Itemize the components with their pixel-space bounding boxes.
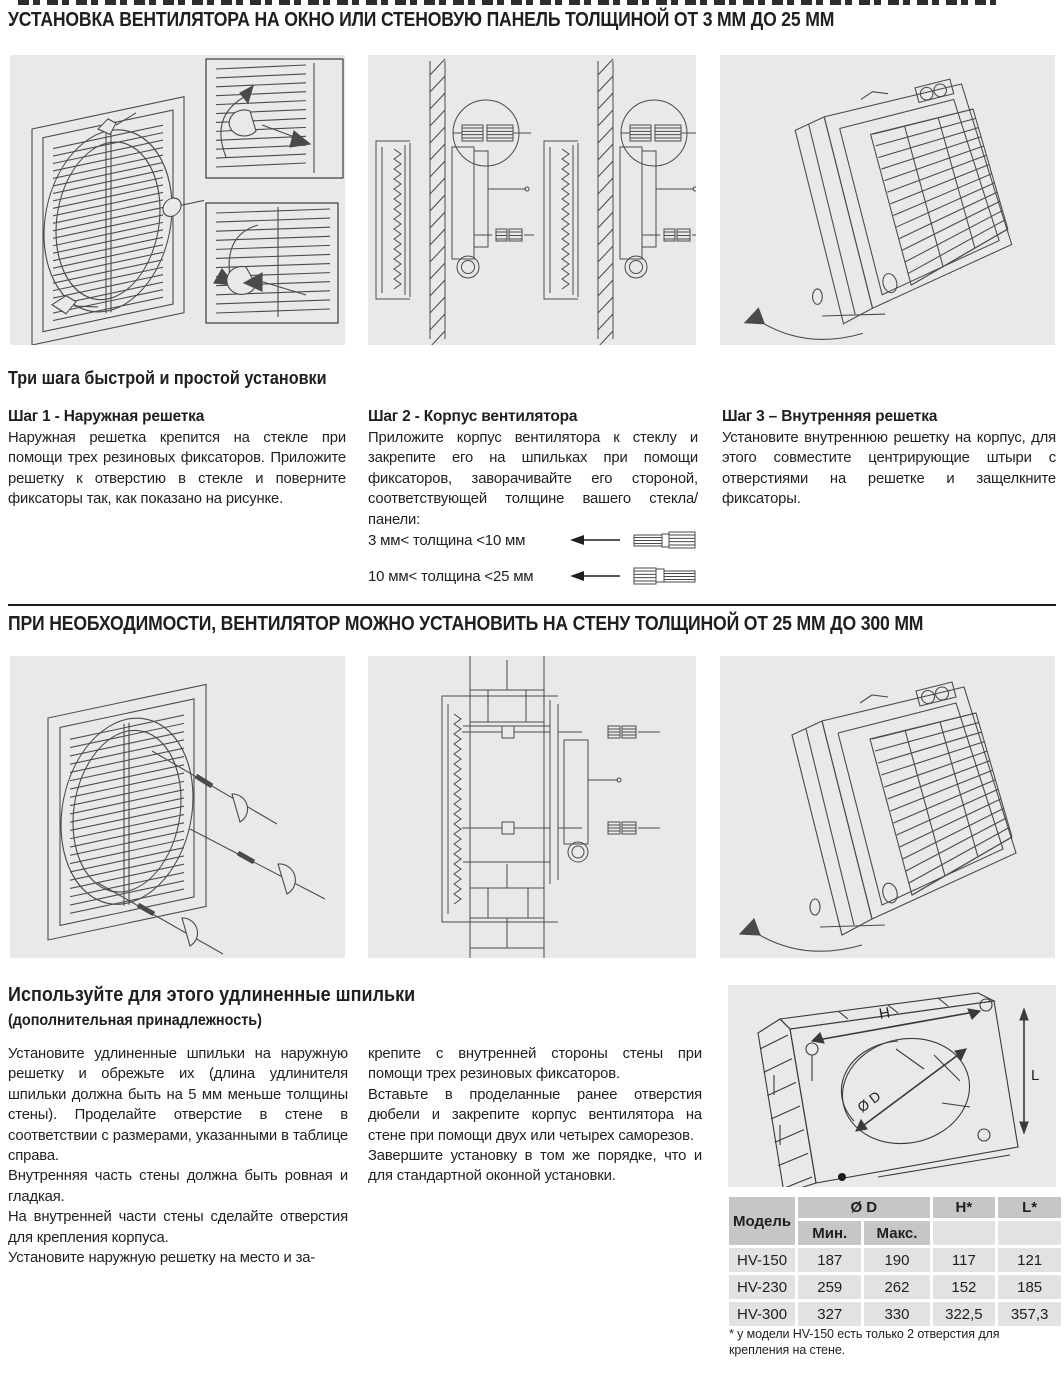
step3-heading: Шаг 3 – Внутренняя решетка bbox=[722, 408, 938, 425]
paragraph: Завершите установку в том же порядке, что и для стандартной оконной установки. bbox=[368, 1148, 702, 1185]
illustration-wall-cross-section bbox=[368, 656, 696, 958]
empty-cell bbox=[998, 1221, 1061, 1245]
illustration-cross-sections bbox=[368, 55, 696, 345]
section1-title: УСТАНОВКА ВЕНТИЛЯТОРА НА ОКНО ИЛИ СТЕНОВУЮ ПАНЕЛЬ ТОЛЩИНОЙ ОТ 3 ММ ДО 25 ММ bbox=[8, 9, 835, 31]
step2-heading: Шаг 2 - Корпус вентилятора bbox=[368, 408, 578, 425]
model-cell: HV-230 bbox=[729, 1275, 795, 1299]
table-row bbox=[729, 1275, 1061, 1299]
illustration-wall-dimensions bbox=[728, 985, 1056, 1187]
paragraph: Установите удлиненные шпильки на наружную решетку и обрежьте их (длина удлинителя шпильки должна быть на 5 мм меньше толщины стены). Проделайте отверстие в стене в соответствии с размерами, указанными в таблице справа. bbox=[8, 1046, 348, 1165]
thickness-label-2: 10 мм< толщина <25 мм bbox=[368, 567, 534, 585]
value-cell: 322,5 bbox=[933, 1302, 996, 1326]
mounting-hole bbox=[978, 1129, 990, 1141]
step2-block bbox=[368, 408, 698, 530]
col-h-header: H* bbox=[933, 1197, 996, 1218]
thickness-option-1 bbox=[368, 527, 698, 553]
section2-subtitle: Используйте для этого удлиненные шпильки bbox=[8, 984, 416, 1006]
fan-perspective-drawing bbox=[720, 55, 1055, 345]
fan-perspective-drawing-2 bbox=[720, 656, 1055, 958]
step1-heading: Шаг 1 - Наружная решетка bbox=[8, 408, 205, 425]
value-cell: 117 bbox=[933, 1248, 996, 1272]
illustration-fan-on-wall bbox=[720, 656, 1055, 958]
value-cell: 357,3 bbox=[998, 1302, 1061, 1326]
dimension-H bbox=[812, 1004, 980, 1043]
svg-text:H: H bbox=[877, 1004, 892, 1023]
fixator-top bbox=[98, 117, 116, 137]
col-l-header: L* bbox=[998, 1197, 1061, 1218]
fixator-icon-thin bbox=[632, 528, 698, 552]
step2-body: Приложите корпус вентилятора к стеклу и закрепите его на шпильках при помощи фиксаторов, заворачивайте его стороной, соответствующей толщине вашего стекла/панели: bbox=[368, 430, 698, 528]
cross-section-half bbox=[544, 59, 696, 345]
paragraph: Установите наружную решетку на место и за- bbox=[8, 1250, 316, 1267]
svg-text:L: L bbox=[1031, 1067, 1040, 1084]
value-cell: 187 bbox=[798, 1248, 861, 1272]
value-cell: 327 bbox=[798, 1302, 861, 1326]
model-cell: HV-300 bbox=[729, 1302, 795, 1326]
col-d-min-header: Мин. bbox=[798, 1221, 861, 1245]
step1-body: Наружная решетка крепится на стекле при помощи трех резиновых фиксаторов. Приложите решетку к отверстию в стекле и поверните фиксаторы так, как показано на рисунке. bbox=[8, 430, 346, 508]
illustration-fan-body bbox=[720, 55, 1055, 345]
grille-front bbox=[32, 92, 204, 345]
mounting-hole bbox=[980, 999, 992, 1011]
thickness-label-1: 3 мм< толщина <10 мм bbox=[368, 531, 526, 549]
dimension-D bbox=[854, 1049, 966, 1131]
paragraph: крепите с внутренней стороны стены при помощи трех резиновых фиксаторов. bbox=[368, 1046, 702, 1083]
dimension-diagram bbox=[728, 985, 1056, 1187]
step3-body: Установите внутреннюю решетку на корпус, для этого совместите центрирующие штыри с отверстиями на решетке и защелкните фиксаторы. bbox=[722, 430, 1056, 508]
value-cell: 185 bbox=[998, 1275, 1061, 1299]
dimensions-table bbox=[726, 1194, 1064, 1329]
outer-grille-drawing bbox=[10, 55, 345, 345]
value-cell: 152 bbox=[933, 1275, 996, 1299]
step1-block bbox=[8, 408, 346, 510]
model-cell: HV-150 bbox=[729, 1248, 795, 1272]
value-cell: 330 bbox=[864, 1302, 929, 1326]
dimension-L bbox=[1020, 1009, 1039, 1133]
value-cell: 190 bbox=[864, 1248, 929, 1272]
value-cell: 121 bbox=[998, 1248, 1061, 1272]
step3-block bbox=[722, 408, 1056, 510]
value-cell: 262 bbox=[864, 1275, 929, 1299]
col-model-header: Модель bbox=[729, 1197, 795, 1245]
table-row bbox=[729, 1248, 1061, 1272]
section2-right-column bbox=[368, 1044, 702, 1187]
cross-section-half bbox=[376, 59, 534, 345]
svg-text:Ø D: Ø D bbox=[854, 1087, 884, 1116]
illustration-grille-long-pins bbox=[10, 656, 345, 958]
illustration-outer-grille-fixators bbox=[10, 55, 345, 345]
section2-left-column bbox=[8, 1044, 348, 1268]
paragraph: Вставьте в проделанные ранее отверстия дюбели и закрепите корпус вентилятора на стене при помощи двух или четырех саморезов. bbox=[368, 1086, 702, 1144]
detail-inset-bottom bbox=[206, 203, 338, 323]
snap-arrow-icon bbox=[750, 929, 862, 951]
section2-title: ПРИ НЕОБХОДИМОСТИ, ВЕНТИЛЯТОР МОЖНО УСТАНОВИТЬ НА СТЕНУ ТОЛЩИНОЙ ОТ 25 ММ ДО 300 ММ bbox=[8, 613, 924, 635]
cropped-text-strip bbox=[18, 0, 996, 5]
section-divider bbox=[8, 604, 1056, 606]
col-d-max-header: Макс. bbox=[864, 1221, 929, 1245]
table-row bbox=[729, 1302, 1061, 1326]
left-arrow-icon bbox=[568, 570, 622, 582]
left-arrow-icon bbox=[568, 534, 622, 546]
thickness-option-2 bbox=[368, 563, 698, 589]
mounting-hole bbox=[806, 1043, 818, 1055]
table-footnote: * у модели HV-150 есть только 2 отверстия для крепления на стене. bbox=[729, 1327, 1000, 1358]
extension-pins bbox=[98, 751, 325, 954]
brick-wall-drawing bbox=[368, 656, 696, 958]
value-cell: 259 bbox=[798, 1275, 861, 1299]
paragraph: На внутренней части стены сделайте отверстия для крепления корпуса. bbox=[8, 1209, 348, 1246]
empty-cell bbox=[933, 1221, 996, 1245]
section1-subtitle: Три шага быстрой и простой установки bbox=[8, 368, 327, 388]
paragraph: Внутренняя часть стены должна быть ровная и гладкая. bbox=[8, 1168, 348, 1205]
col-diameter-header: Ø D bbox=[798, 1197, 929, 1218]
detail-inset-top bbox=[206, 59, 343, 178]
cross-section-half bbox=[544, 59, 696, 345]
snap-arrow-icon bbox=[755, 318, 863, 339]
grille-pins-drawing bbox=[10, 656, 345, 958]
section2-subtitle2: (дополнительная принадлежность) bbox=[8, 1012, 262, 1029]
mounting-dot bbox=[838, 1173, 846, 1181]
cross-section-drawing bbox=[368, 55, 696, 345]
direction-arrow-icon bbox=[290, 131, 310, 147]
fixator-icon-thick bbox=[632, 564, 698, 588]
spec-table-wrap bbox=[726, 1194, 1064, 1329]
